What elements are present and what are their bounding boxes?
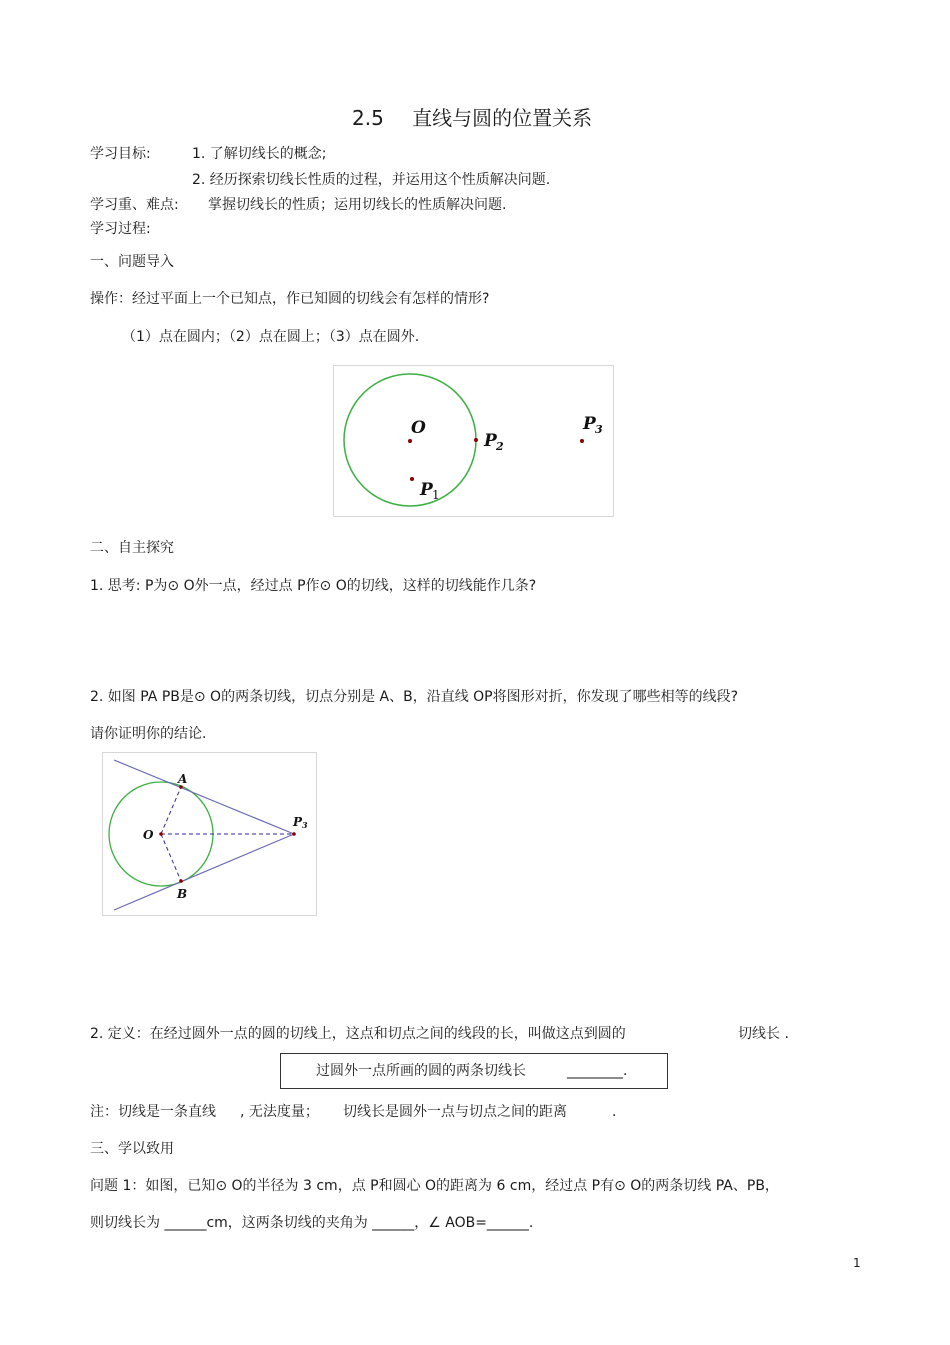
figure-circle-points — [333, 365, 614, 517]
problem1-line1: 问题 1：如图，已知⊙ O的半径为 3 cm，点 P和圆心 O的距离为 6 cm，经过点 P有⊙ O的两条切线 PA、PB， — [90, 1178, 779, 1194]
section1-cases: （1）点在圆内；（2）点在圆上；（3）点在圆外. — [122, 329, 420, 345]
objectives-label: 学习目标: — [90, 146, 151, 162]
label-o: O — [143, 828, 154, 842]
figure-tangents — [102, 752, 317, 916]
section2-q2: 2. 如图 PA PB是⊙ O的两条切线，切点分别是 A、B，沿直线 OP将图形对折，你发现了哪些相等的线段? — [90, 689, 739, 705]
title-number: 2.5 — [352, 106, 384, 130]
title-text: 直线与圆的位置关系 — [412, 106, 593, 130]
label-a: A — [178, 772, 188, 786]
label-p-sub: 3 — [302, 820, 308, 830]
label-p1-sub: 1 — [432, 488, 440, 502]
section2-q2b: 请你证明你的结论. — [90, 726, 207, 742]
keypoints-label: 学习重、难点: — [90, 197, 179, 213]
label-o: O — [411, 418, 426, 438]
tangent-pa — [114, 760, 294, 834]
segment-oa — [161, 787, 181, 834]
point-p2 — [474, 438, 478, 442]
definition-box-blank: ________. — [567, 1063, 628, 1079]
segment-ob — [161, 834, 181, 881]
objective-item-2: 2. 经历探索切线长性质的过程，并运用这个性质解决问题. — [192, 172, 551, 188]
label-p1: P — [420, 480, 433, 500]
point-p3 — [580, 439, 584, 443]
point-b — [179, 879, 183, 883]
label-b: B — [177, 887, 188, 901]
section2-q1: 1. 思考: P为⊙ O外一点，经过点 P作⊙ O的切线，这样的切线能作几条? — [90, 578, 537, 594]
label-p3-sub: 3 — [595, 423, 603, 436]
tangent-pb — [114, 834, 294, 910]
section1-heading: 一、问题导入 — [90, 254, 174, 270]
problem1-line2: 则切线长为 ______cm，这两条切线的夹角为 ______，∠ AOB=______. — [90, 1215, 534, 1231]
page-number: 1 — [853, 1256, 861, 1270]
note-mid: , 无法度量； — [240, 1104, 319, 1120]
note-end: . — [612, 1104, 617, 1120]
objective-item-1: 1. 了解切线长的概念; — [192, 146, 327, 162]
section3-heading: 三、学以致用 — [90, 1141, 174, 1157]
point-o — [159, 832, 163, 836]
definition-term: 切线长 . — [738, 1026, 789, 1042]
label-p2-sub: 2 — [496, 440, 504, 453]
point-o — [408, 439, 412, 443]
point-p — [292, 832, 296, 836]
note-prefix: 注：切线是一条直线 — [90, 1104, 216, 1120]
definition-box-text: 过圆外一点所画的圆的两条切线长 — [316, 1063, 526, 1079]
definition-text: 2. 定义：在经过圆外一点的圆的切线上，这点和切点之间的线段的长，叫做这点到圆的 — [90, 1026, 626, 1042]
point-p1 — [410, 477, 414, 481]
page-title — [352, 106, 592, 130]
section2-heading: 二、自主探究 — [90, 540, 174, 556]
label-p: P — [293, 815, 303, 829]
label-p2: P — [484, 431, 497, 451]
section1-operation: 操作：经过平面上一个已知点，作已知圆的切线会有怎样的情形? — [90, 291, 490, 307]
label-p3: P — [583, 414, 596, 434]
note-rest: 切线长是圆外一点与切点之间的距离 — [343, 1104, 567, 1120]
keypoints-text: 掌握切线长的性质；运用切线长的性质解决问题. — [208, 197, 507, 213]
definition-box — [280, 1053, 668, 1089]
process-label: 学习过程: — [90, 221, 151, 237]
